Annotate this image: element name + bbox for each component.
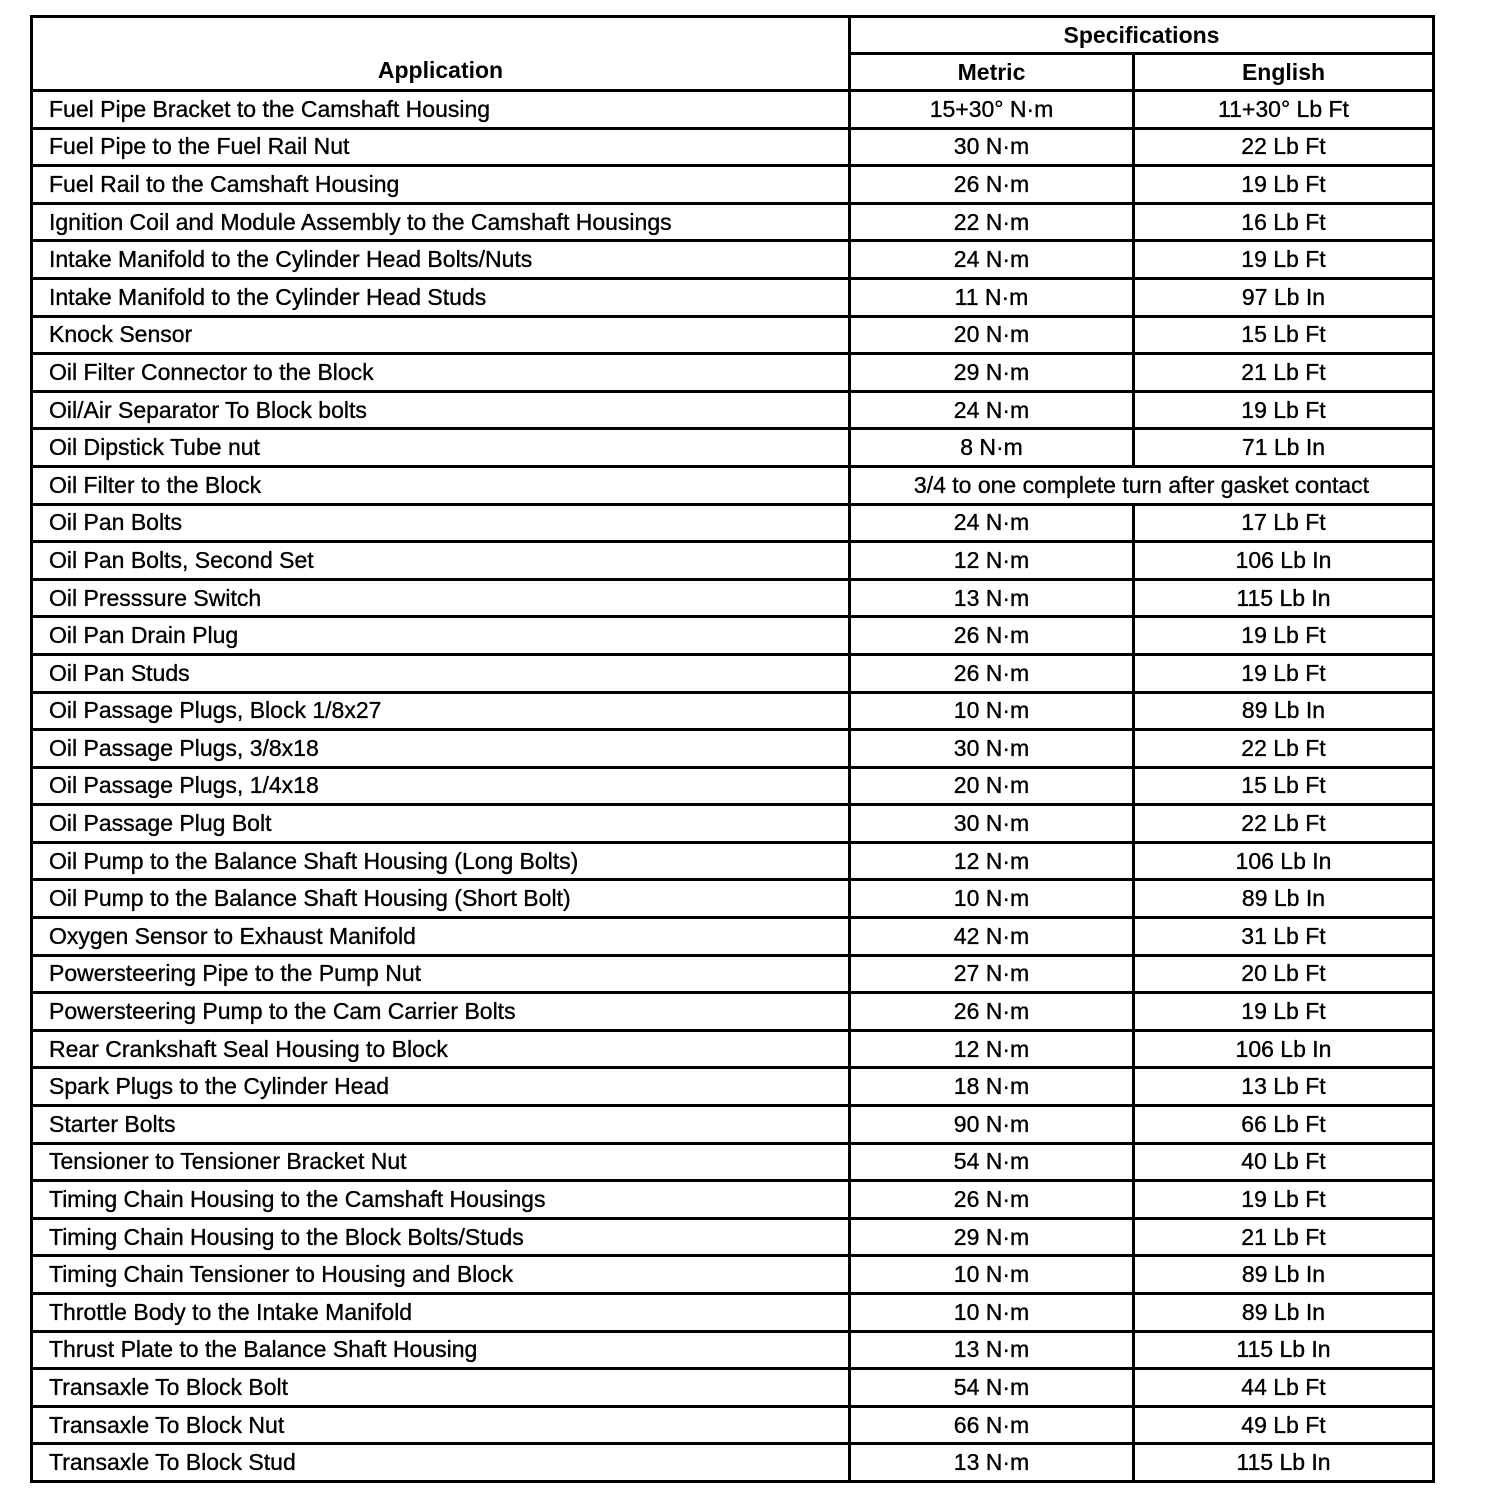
english-value-cell: 106 Lb In [1134, 542, 1434, 580]
english-value-cell: 22 Lb Ft [1134, 805, 1434, 843]
application-cell: Throttle Body to the Intake Manifold [32, 1294, 850, 1332]
table-row [32, 880, 1434, 918]
application-cell: Transaxle To Block Bolt [32, 1369, 850, 1407]
table-header [32, 17, 1434, 91]
table-row [32, 429, 1434, 467]
application-cell: Oil Filter to the Block [32, 466, 850, 504]
table-row [32, 1218, 1434, 1256]
english-value-cell: 115 Lb In [1134, 1331, 1434, 1369]
english-value-cell: 15 Lb Ft [1134, 316, 1434, 354]
table-row [32, 203, 1434, 241]
english-value-cell: 19 Lb Ft [1134, 241, 1434, 279]
metric-value-cell: 12 N·m [850, 1030, 1134, 1068]
metric-value-cell: 13 N·m [850, 579, 1134, 617]
english-value-cell: 71 Lb In [1134, 429, 1434, 467]
application-cell: Oil Passage Plugs, 1/4x18 [32, 767, 850, 805]
application-cell: Oil Pump to the Balance Shaft Housing (Long Bolts) [32, 842, 850, 880]
table-row [32, 466, 1434, 504]
english-value-cell: 17 Lb Ft [1134, 504, 1434, 542]
metric-value-cell: 20 N·m [850, 316, 1134, 354]
table-row [32, 1256, 1434, 1294]
metric-value-cell: 12 N·m [850, 842, 1134, 880]
metric-value-cell: 10 N·m [850, 1294, 1134, 1332]
metric-value-cell: 26 N·m [850, 1181, 1134, 1219]
metric-value-cell: 30 N·m [850, 805, 1134, 843]
table-row [32, 654, 1434, 692]
table-row [32, 542, 1434, 580]
application-cell: Transaxle To Block Stud [32, 1444, 850, 1482]
table-row [32, 278, 1434, 316]
table-row [32, 1331, 1434, 1369]
english-value-cell: 49 Lb Ft [1134, 1406, 1434, 1444]
metric-value-cell: 90 N·m [850, 1106, 1134, 1144]
application-cell: Oil Pan Bolts, Second Set [32, 542, 850, 580]
metric-value-cell: 11 N·m [850, 278, 1134, 316]
english-value-cell: 106 Lb In [1134, 842, 1434, 880]
english-value-cell: 40 Lb Ft [1134, 1143, 1434, 1181]
application-cell: Intake Manifold to the Cylinder Head Bolts/Nuts [32, 241, 850, 279]
metric-value-cell: 24 N·m [850, 391, 1134, 429]
application-cell: Timing Chain Tensioner to Housing and Block [32, 1256, 850, 1294]
metric-value-cell: 54 N·m [850, 1143, 1134, 1181]
torque-spec-table-container [30, 15, 1432, 1483]
english-value-cell: 115 Lb In [1134, 579, 1434, 617]
application-column-header: Application [32, 17, 850, 91]
table-row [32, 1030, 1434, 1068]
english-value-cell: 31 Lb Ft [1134, 918, 1434, 956]
application-cell: Timing Chain Housing to the Block Bolts/Studs [32, 1218, 850, 1256]
table-row [32, 91, 1434, 129]
application-cell: Fuel Pipe Bracket to the Camshaft Housing [32, 91, 850, 129]
table-row [32, 1181, 1434, 1219]
english-value-cell: 19 Lb Ft [1134, 654, 1434, 692]
application-cell: Oil Filter Connector to the Block [32, 354, 850, 392]
english-value-cell: 22 Lb Ft [1134, 730, 1434, 768]
table-row [32, 1406, 1434, 1444]
header-row-top [32, 17, 1434, 54]
table-row [32, 730, 1434, 768]
metric-value-cell: 10 N·m [850, 880, 1134, 918]
table-row [32, 1294, 1434, 1332]
application-cell: Powersteering Pump to the Cam Carrier Bolts [32, 993, 850, 1031]
table-row [32, 805, 1434, 843]
metric-value-cell: 10 N·m [850, 692, 1134, 730]
table-row [32, 1143, 1434, 1181]
metric-value-cell: 10 N·m [850, 1256, 1134, 1294]
table-row [32, 993, 1434, 1031]
table-row [32, 128, 1434, 166]
application-cell: Knock Sensor [32, 316, 850, 354]
table-row [32, 692, 1434, 730]
english-value-cell: 66 Lb Ft [1134, 1106, 1434, 1144]
english-value-cell: 89 Lb In [1134, 880, 1434, 918]
table-row [32, 1106, 1434, 1144]
table-row [32, 842, 1434, 880]
english-value-cell: 15 Lb Ft [1134, 767, 1434, 805]
application-cell: Oil Pan Bolts [32, 504, 850, 542]
table-row [32, 1068, 1434, 1106]
table-row [32, 579, 1434, 617]
metric-value-cell: 29 N·m [850, 354, 1134, 392]
application-cell: Oil Pan Studs [32, 654, 850, 692]
table-row [32, 241, 1434, 279]
table-row [32, 955, 1434, 993]
application-cell: Oil Passage Plug Bolt [32, 805, 850, 843]
metric-value-cell: 29 N·m [850, 1218, 1134, 1256]
metric-value-cell: 13 N·m [850, 1331, 1134, 1369]
application-cell: Thrust Plate to the Balance Shaft Housing [32, 1331, 850, 1369]
english-value-cell: 20 Lb Ft [1134, 955, 1434, 993]
metric-value-cell: 26 N·m [850, 993, 1134, 1031]
english-value-cell: 89 Lb In [1134, 692, 1434, 730]
english-value-cell: 13 Lb Ft [1134, 1068, 1434, 1106]
application-cell: Powersteering Pipe to the Pump Nut [32, 955, 850, 993]
application-cell: Fuel Pipe to the Fuel Rail Nut [32, 128, 850, 166]
application-cell: Spark Plugs to the Cylinder Head [32, 1068, 850, 1106]
english-value-cell: 106 Lb In [1134, 1030, 1434, 1068]
table-body [32, 91, 1434, 1482]
english-value-cell: 89 Lb In [1134, 1294, 1434, 1332]
application-cell: Oil Presssure Switch [32, 579, 850, 617]
metric-value-cell: 42 N·m [850, 918, 1134, 956]
metric-column-header: Metric [850, 54, 1134, 91]
specifications-group-header: Specifications [850, 17, 1434, 54]
table-row [32, 391, 1434, 429]
application-cell: Fuel Rail to the Camshaft Housing [32, 166, 850, 204]
metric-value-cell: 26 N·m [850, 654, 1134, 692]
table-row [32, 504, 1434, 542]
english-value-cell: 89 Lb In [1134, 1256, 1434, 1294]
metric-value-cell: 12 N·m [850, 542, 1134, 580]
application-cell: Rear Crankshaft Seal Housing to Block [32, 1030, 850, 1068]
metric-value-cell: 66 N·m [850, 1406, 1134, 1444]
english-column-header: English [1134, 54, 1434, 91]
metric-value-cell: 24 N·m [850, 241, 1134, 279]
application-cell: Transaxle To Block Nut [32, 1406, 850, 1444]
english-value-cell: 16 Lb Ft [1134, 203, 1434, 241]
english-value-cell: 19 Lb Ft [1134, 1181, 1434, 1219]
metric-value-cell: 30 N·m [850, 128, 1134, 166]
english-value-cell: 22 Lb Ft [1134, 128, 1434, 166]
application-cell: Oxygen Sensor to Exhaust Manifold [32, 918, 850, 956]
metric-value-cell: 13 N·m [850, 1444, 1134, 1482]
application-cell: Oil Passage Plugs, Block 1/8x27 [32, 692, 850, 730]
metric-value-cell: 30 N·m [850, 730, 1134, 768]
application-cell: Oil Pump to the Balance Shaft Housing (Short Bolt) [32, 880, 850, 918]
english-value-cell: 21 Lb Ft [1134, 354, 1434, 392]
metric-value-cell: 26 N·m [850, 617, 1134, 655]
table-row [32, 918, 1434, 956]
english-value-cell: 19 Lb Ft [1134, 166, 1434, 204]
application-cell: Oil Pan Drain Plug [32, 617, 850, 655]
metric-value-cell: 18 N·m [850, 1068, 1134, 1106]
application-cell: Oil/Air Separator To Block bolts [32, 391, 850, 429]
english-value-cell: 19 Lb Ft [1134, 993, 1434, 1031]
application-cell: Timing Chain Housing to the Camshaft Housings [32, 1181, 850, 1219]
torque-specifications-table [30, 15, 1435, 1483]
table-row [32, 767, 1434, 805]
metric-value-cell: 15+30° N·m [850, 91, 1134, 129]
english-value-cell: 115 Lb In [1134, 1444, 1434, 1482]
metric-value-cell: 8 N·m [850, 429, 1134, 467]
application-cell: Oil Dipstick Tube nut [32, 429, 850, 467]
table-row [32, 354, 1434, 392]
metric-value-cell: 26 N·m [850, 166, 1134, 204]
application-cell: Intake Manifold to the Cylinder Head Studs [32, 278, 850, 316]
metric-value-cell: 54 N·m [850, 1369, 1134, 1407]
table-row [32, 617, 1434, 655]
application-cell: Ignition Coil and Module Assembly to the Camshaft Housings [32, 203, 850, 241]
metric-value-cell: 22 N·m [850, 203, 1134, 241]
table-row [32, 1444, 1434, 1482]
english-value-cell: 11+30° Lb Ft [1134, 91, 1434, 129]
application-cell: Oil Passage Plugs, 3/8x18 [32, 730, 850, 768]
english-value-cell: 21 Lb Ft [1134, 1218, 1434, 1256]
metric-value-cell: 20 N·m [850, 767, 1134, 805]
table-row [32, 1369, 1434, 1407]
metric-value-cell: 24 N·m [850, 504, 1134, 542]
metric-value-cell: 27 N·m [850, 955, 1134, 993]
english-value-cell: 97 Lb In [1134, 278, 1434, 316]
english-value-cell: 19 Lb Ft [1134, 391, 1434, 429]
combined-spec-cell: 3/4 to one complete turn after gasket contact [850, 466, 1434, 504]
table-row [32, 316, 1434, 354]
english-value-cell: 44 Lb Ft [1134, 1369, 1434, 1407]
application-cell: Tensioner to Tensioner Bracket Nut [32, 1143, 850, 1181]
english-value-cell: 19 Lb Ft [1134, 617, 1434, 655]
application-cell: Starter Bolts [32, 1106, 850, 1144]
table-row [32, 166, 1434, 204]
